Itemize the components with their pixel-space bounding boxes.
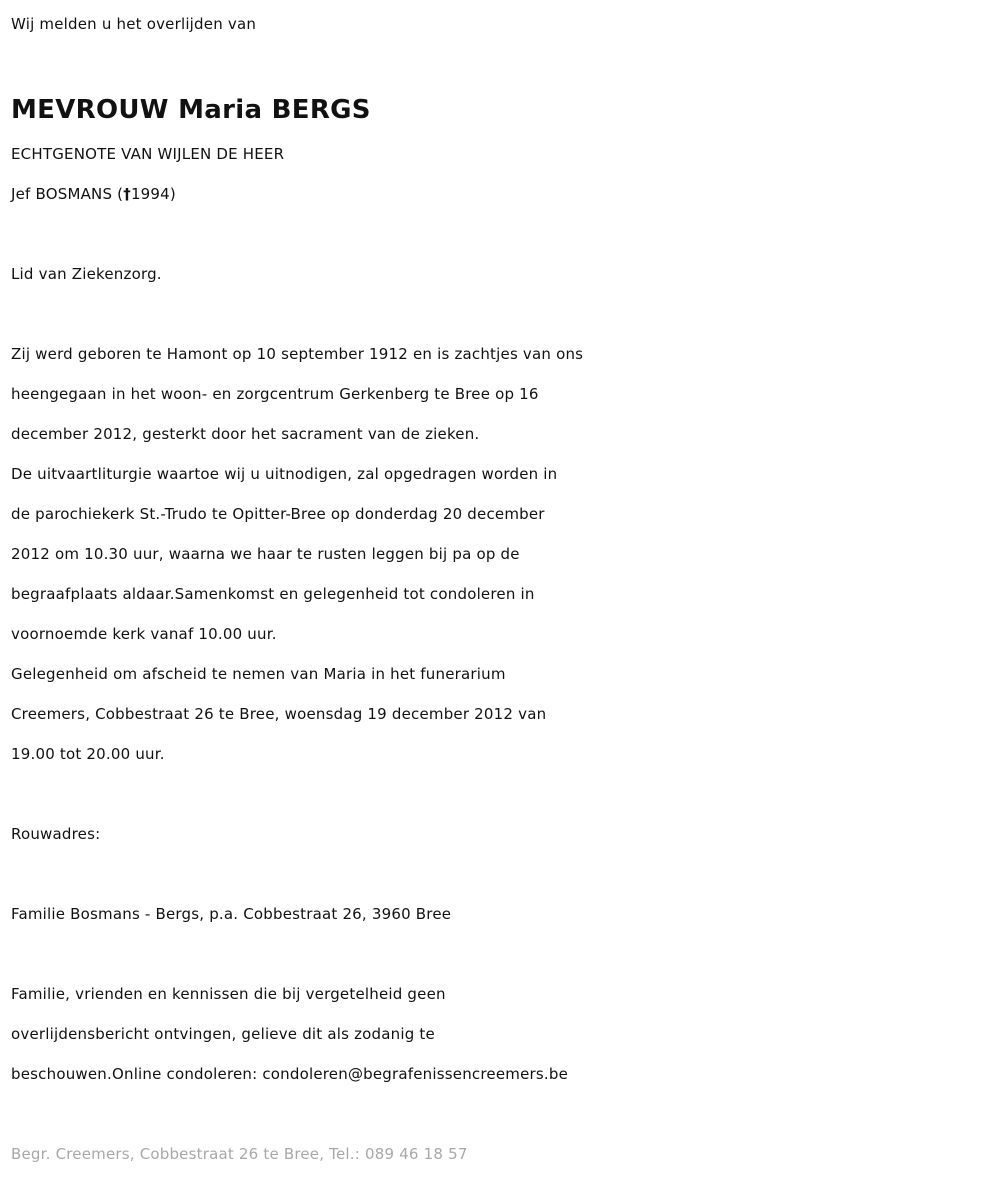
body-line: De uitvaartliturgie waartoe wij u uitnodigen, zal opgedragen worden in [11,465,558,483]
closing-line: overlijdensbericht ontvingen, gelieve dit als zodanig te [11,1025,435,1043]
body-line: de parochiekerk St.-Trudo te Opitter-Bree op donderdag 20 december [11,505,545,523]
spouse-name: Jef BOSMANS ( [11,185,124,203]
spacer [11,774,996,814]
address-label: Rouwadres: [11,825,101,843]
body-line: heengegaan in het woon- en zorgcentrum Gerkenberg te Bree op 16 [11,385,539,403]
body-line: 2012 om 10.30 uur, waarna we haar te rusten leggen bij pa op de [11,545,520,563]
membership-text: Lid van Ziekenzorg. [11,265,162,283]
death-notice [11,4,996,1174]
spacer [11,294,996,334]
body-line: 19.00 tot 20.00 uur. [11,745,165,763]
spouse-name-line [11,174,996,214]
cross-icon: † [123,185,131,203]
spacer [11,934,996,974]
body-line: december 2012, gesterkt door het sacrament van de zieken. [11,425,480,443]
spacer [11,1094,996,1134]
body-line: Creemers, Cobbestraat 26 te Bree, woensdag 19 december 2012 van [11,705,547,723]
mourning-address: Familie Bosmans - Bergs, p.a. Cobbestraat 26, 3960 Bree [11,905,452,923]
closing-line: beschouwen.Online condoleren: condoleren@begrafenissencreemers.be [11,1065,569,1083]
body-line: Gelegenheid om afscheid te nemen van Maria in het funerarium [11,665,506,683]
deceased-name: MEVROUW Maria BERGS [11,95,371,125]
body-line: begraafplaats aldaar.Samenkomst en gelegenheid tot condoleren in [11,585,535,603]
spacer [11,214,996,254]
spouse-death-year: 1994) [130,185,176,203]
funeral-home-footer: Begr. Creemers, Cobbestraat 26 te Bree, Tel.: 089 46 18 57 [11,1145,468,1163]
closing-text [11,974,996,1094]
spacer [11,854,996,894]
intro-text: Wij melden u het overlijden van [11,15,257,33]
spacer [11,44,996,80]
spouse-line: ECHTGENOTE VAN WIJLEN DE HEER [11,145,285,163]
body-line: voornoemde kerk vanaf 10.00 uur. [11,625,277,643]
body-text [11,334,996,774]
closing-line: Familie, vrienden en kennissen die bij vergetelheid geen [11,985,446,1003]
body-line: Zij werd geboren te Hamont op 10 september 1912 en is zachtjes van ons [11,345,584,363]
